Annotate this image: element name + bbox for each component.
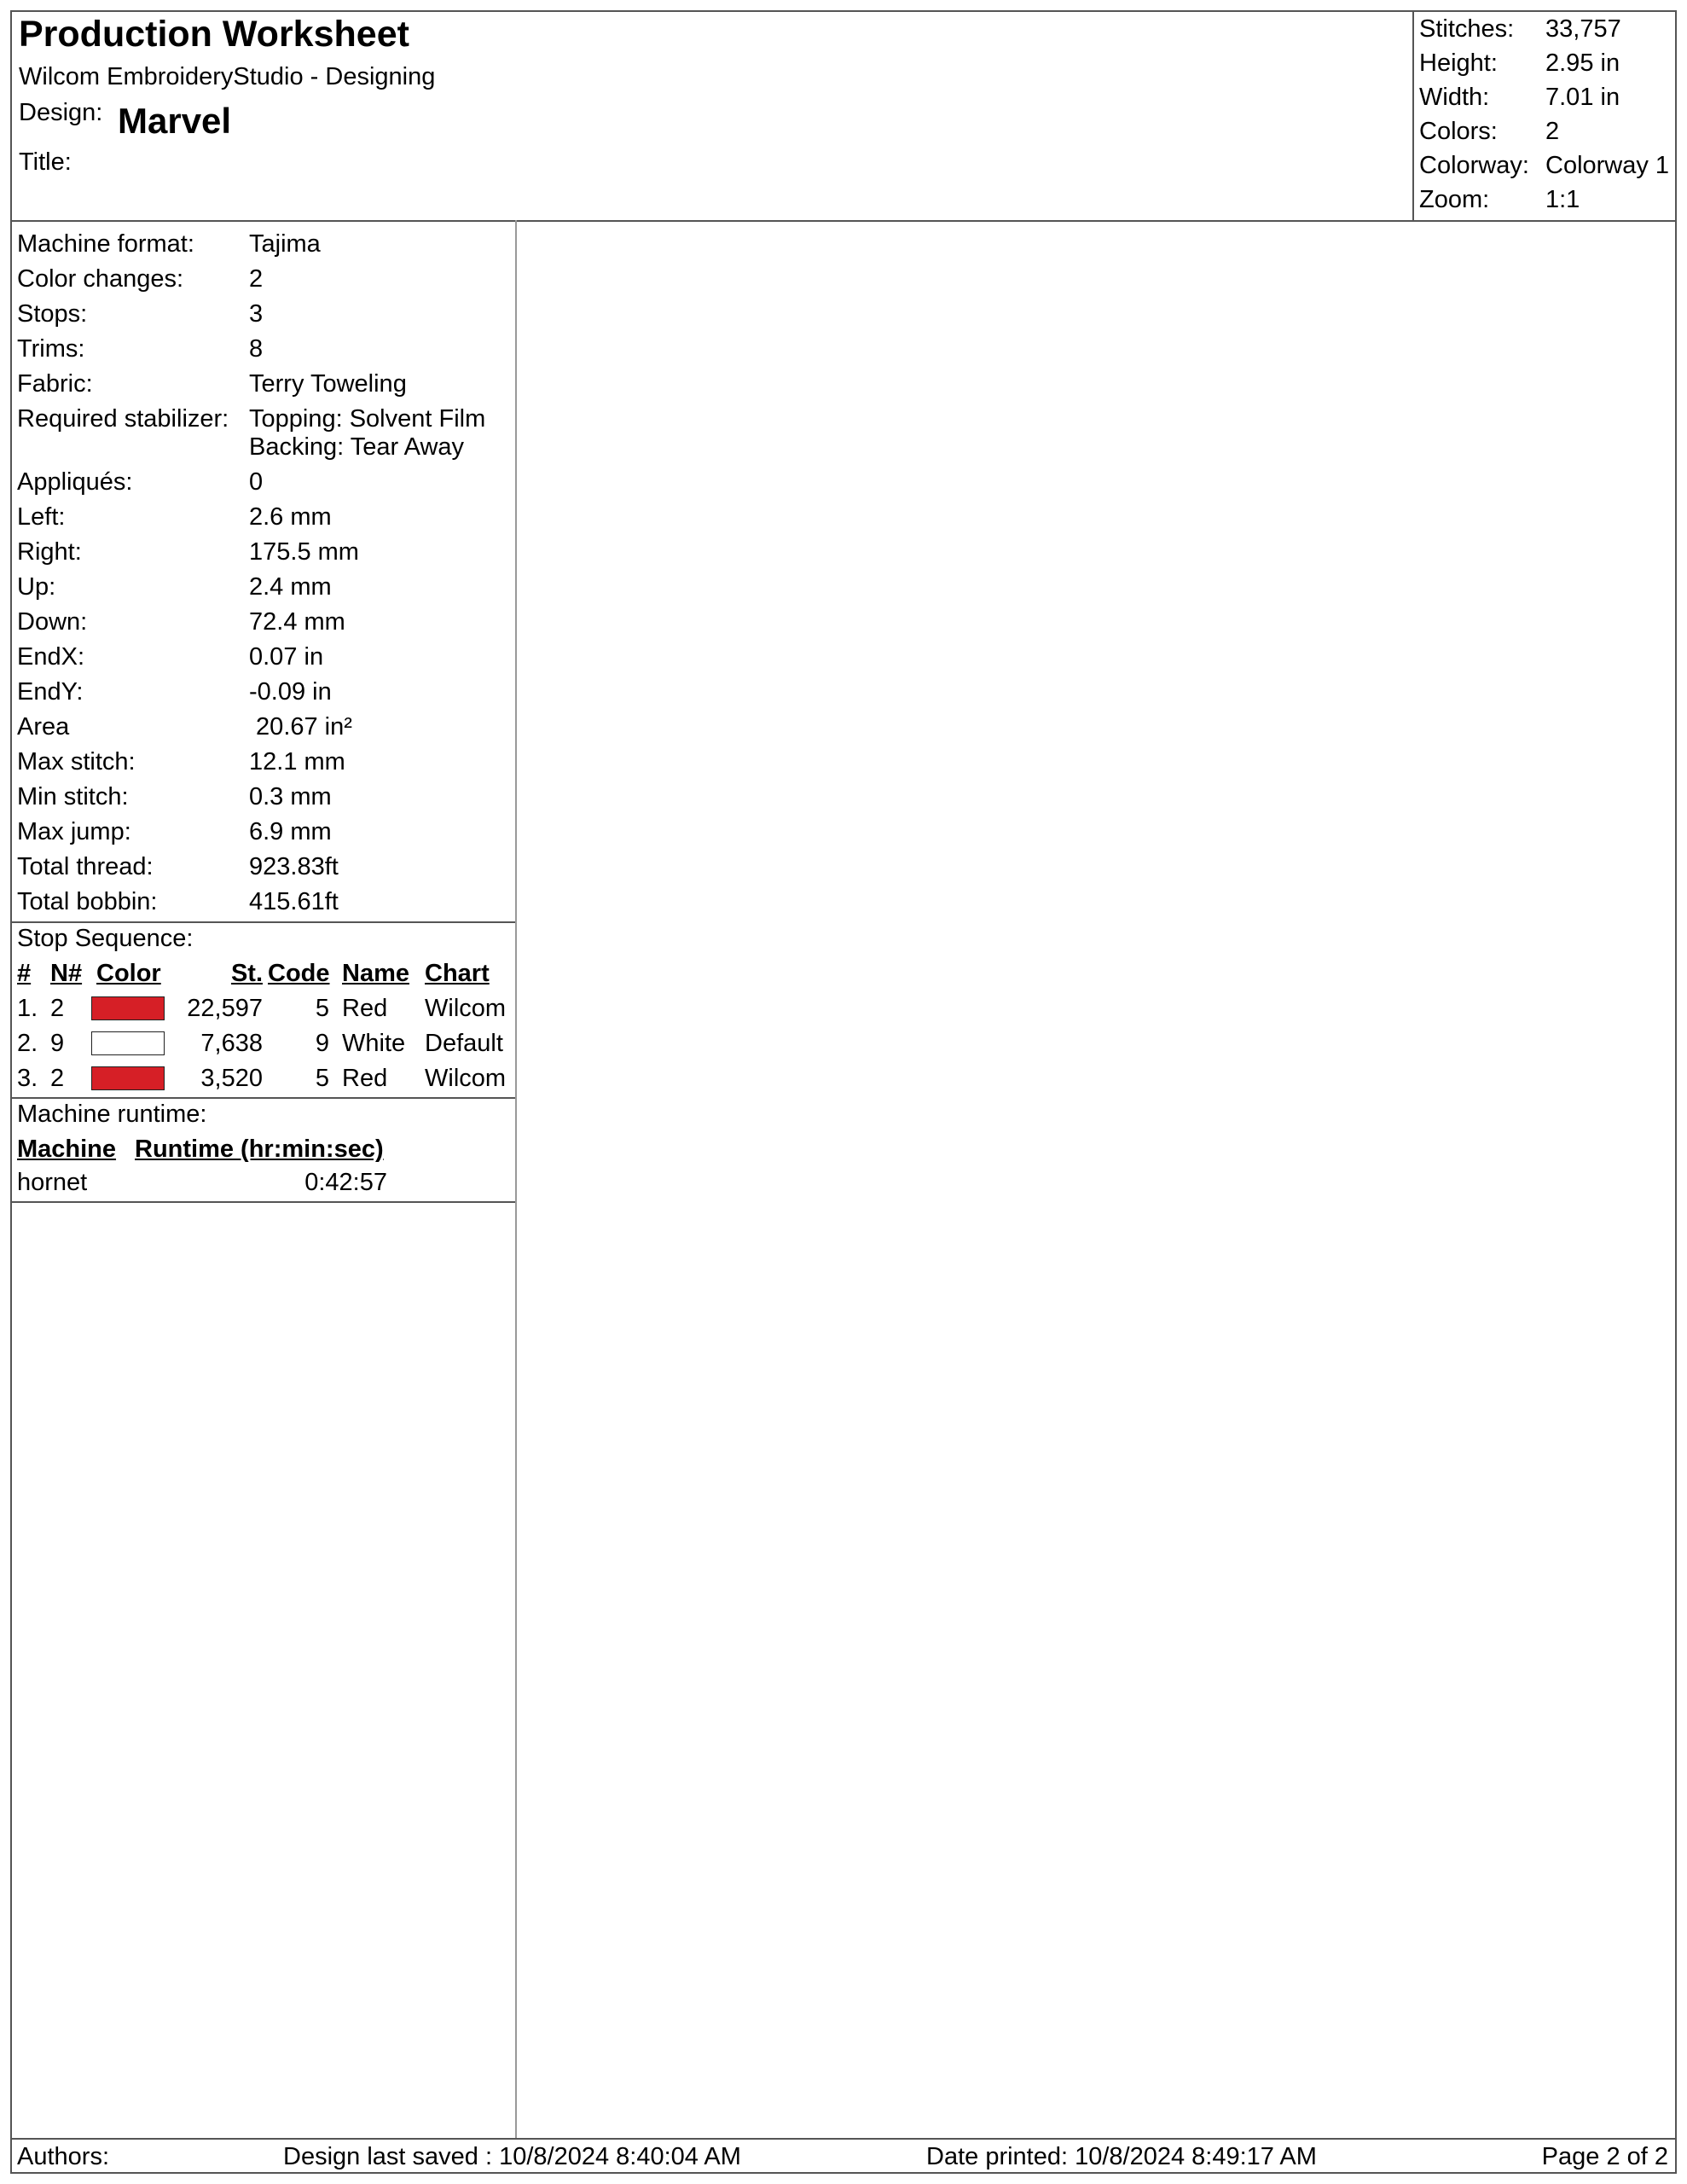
design-label: Design: [19,99,103,126]
detail-value-secondary: Backing: Tear Away [249,433,465,461]
footer-page-number: Page 2 of 2 [1541,2143,1668,2170]
detail-value: 12.1 mm [249,748,345,775]
detail-label: Machine format: [17,230,194,258]
detail-value: 6.9 mm [249,818,332,845]
row-code: 9 [315,1030,329,1057]
title-label: Title: [19,148,72,176]
divider [12,921,515,923]
footer-authors: Authors: [17,2143,109,2170]
stat-value: 7.01 in [1545,84,1620,111]
row-machine: hornet [17,1169,88,1196]
row-stitches: 7,638 [200,1030,263,1057]
divider [12,1097,515,1099]
detail-value: 2.4 mm [249,573,332,601]
detail-value: 0.07 in [249,643,324,671]
detail-value: -0.09 in [249,678,332,706]
detail-value: 923.83ft [249,853,339,880]
worksheet-page [10,10,1677,2174]
detail-label: Total thread: [17,853,154,880]
detail-label: Max stitch: [17,748,136,775]
detail-label: Min stitch: [17,783,129,810]
stop-sequence-title: Stop Sequence: [17,925,194,952]
col-header-num: # [17,960,32,987]
row-chart: Wilcom [425,1065,507,1092]
stat-value: 2.95 in [1545,49,1620,77]
detail-value: Topping: Solvent Film [249,405,486,433]
detail-label: Max jump: [17,818,131,845]
col-header-code: Code [268,960,330,987]
col-header-runtime: Runtime (hr:min:sec) [135,1136,384,1163]
row-num: 2. [17,1030,38,1057]
color-swatch [91,1066,165,1090]
col-header-color: Color [96,960,161,987]
detail-label: EndX: [17,643,84,671]
row-code: 5 [315,1065,329,1092]
stat-label: Width: [1419,84,1490,111]
design-name: Marvel [118,101,232,141]
detail-label: Total bobbin: [17,888,158,915]
stat-value: 33,757 [1545,15,1621,43]
detail-value: Terry Toweling [249,370,407,398]
detail-label: EndY: [17,678,84,706]
detail-label: Right: [17,538,82,566]
col-header-needle: N# [50,960,83,987]
row-code: 5 [315,995,329,1022]
row-runtime: 0:42:57 [304,1169,387,1196]
stat-label: Height: [1419,49,1498,77]
worksheet-header [12,12,1675,222]
detail-label: Up: [17,573,56,601]
col-header-name: Name [342,960,409,987]
color-swatch [91,1031,165,1055]
detail-value: 2.6 mm [249,503,332,531]
detail-label: Stops: [17,300,88,328]
row-needle: 2 [50,995,65,1022]
detail-label: Left: [17,503,66,531]
machine-runtime-title: Machine runtime: [17,1101,207,1128]
detail-label: Fabric: [17,370,93,398]
detail-label: Down: [17,608,88,636]
row-stitches: 22,597 [187,995,263,1022]
software-subtitle: Wilcom EmbroideryStudio - Designing [19,63,436,90]
detail-value: 0 [249,468,264,496]
footer-last-saved: Design last saved : 10/8/2024 8:40:04 AM [283,2143,741,2170]
row-needle: 2 [50,1065,65,1092]
stat-value: 2 [1545,118,1560,145]
row-num: 1. [17,995,38,1022]
detail-label: Appliqués: [17,468,133,496]
row-name: White [342,1030,406,1057]
detail-value: 175.5 mm [249,538,359,566]
detail-value: 8 [249,335,264,363]
detail-value: Tajima [249,230,321,258]
stat-value: Colorway 1 [1545,152,1670,179]
stat-label: Colorway: [1419,152,1529,179]
stat-label: Colors: [1419,118,1498,145]
col-header-stitches: St. [230,960,263,987]
detail-label: Area [17,713,70,741]
footer-date-printed: Date printed: 10/8/2024 8:49:17 AM [926,2143,1317,2170]
stat-label: Zoom: [1419,186,1490,213]
worksheet-footer [12,2138,1675,2174]
stat-value: 1:1 [1545,186,1580,213]
divider [12,1201,515,1203]
detail-value: 415.61ft [249,888,339,915]
color-swatch [91,996,165,1020]
detail-value: 20.67 in² [249,713,352,741]
detail-label: Color changes: [17,265,184,293]
row-needle: 9 [50,1030,65,1057]
col-header-chart: Chart [425,960,490,987]
page-title: Production Worksheet [19,14,409,55]
detail-value: 72.4 mm [249,608,345,636]
design-stats-box [1412,12,1677,220]
row-name: Red [342,995,388,1022]
detail-value: 3 [249,300,264,328]
detail-value: 0.3 mm [249,783,332,810]
col-header-machine: Machine [17,1136,117,1163]
row-chart: Default [425,1030,503,1057]
detail-label: Required stabilizer: [17,405,229,433]
detail-value: 2 [249,265,264,293]
row-name: Red [342,1065,388,1092]
detail-label: Trims: [17,335,85,363]
details-column [12,220,517,2138]
row-stitches: 3,520 [200,1065,263,1092]
row-num: 3. [17,1065,38,1092]
row-chart: Wilcom [425,995,507,1022]
stat-label: Stitches: [1419,15,1515,43]
